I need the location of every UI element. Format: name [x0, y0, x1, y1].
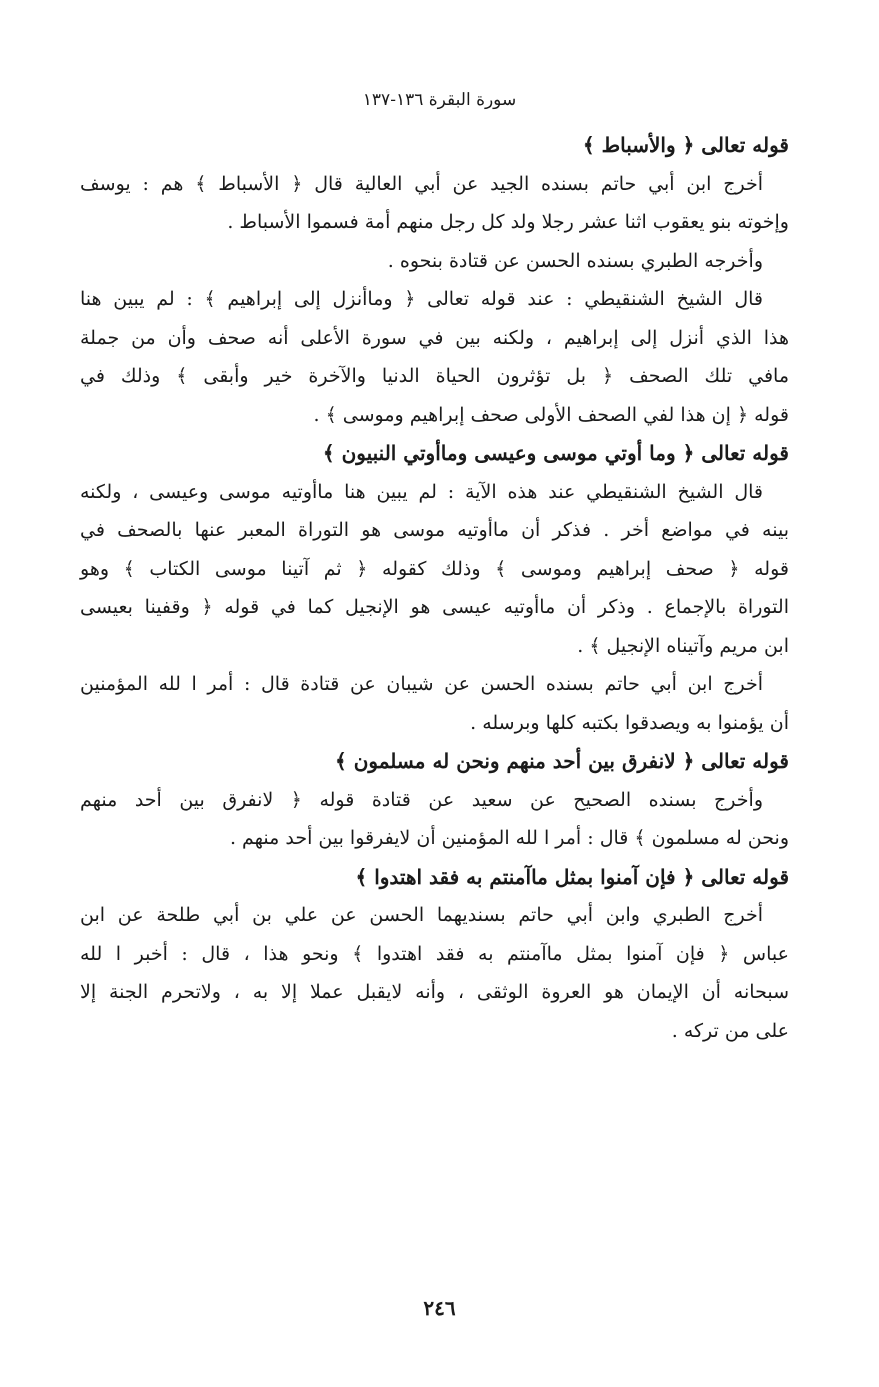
paragraph [80, 665, 789, 742]
paragraph [80, 781, 789, 858]
text-line: قوله ﴿ إن هذا لفي الصحف الأولى صحف إبراهيم وموسى ﴾ . [313, 403, 789, 426]
text-line: بينه في مواضع أخر . فذكر أن ماأوتيه موسى هو التوراة المعبر عنها بالصحف في [80, 519, 789, 541]
text-line: وأخرجه الطبري بسنده الحسن عن قتادة بنحوه . [387, 249, 763, 272]
text-line: قال الشيخ الشنقيطي عند هذه الآية : لم يبين هنا ماأوتيه موسى وعيسى ، ولكنه [80, 480, 763, 503]
text-line: سبحانه أن الإيمان هو العروة الوثقى ، وأنه لايقبل عملا إلا به ، ولاتحرم الجنة إلا [80, 981, 789, 1003]
text-line: وإخوته بنو يعقوب اثنا عشر رجلا ولد كل رجل منهم أمة فسموا الأسباط . [227, 211, 789, 233]
section-heading: قوله تعالى ﴿ وما أوتي موسى وعيسى وماأوتي النبيون ﴾ [322, 441, 789, 465]
text-line: ابن مريم وآتيناه الإنجيل ﴾ . [577, 634, 789, 657]
text-line: قوله ﴿ صحف إبراهيم وموسى ﴾ وذلك كقوله ﴿ ثم آتينا موسى الكتاب ﴾ وهو [80, 557, 789, 580]
text-line: عباس ﴿ فإن آمنوا بمثل ماآمنتم به فقد اهتدوا ﴾ ونحو هذا ، قال : أخبر ا لله [80, 942, 789, 965]
section-heading: قوله تعالى ﴿ والأسباط ﴾ [582, 133, 789, 157]
text-line: أن يؤمنوا به ويصدقوا بكتبه كلها وبرسله . [470, 711, 789, 734]
document-body [80, 126, 789, 1050]
running-header: سورة البقرة ١٣٦-١٣٧ [362, 90, 517, 110]
paragraph [80, 896, 789, 1050]
text-line: قال الشيخ الشنقيطي : عند قوله تعالى ﴿ وماأنزل إلى إبراهيم ﴾ : لم يبين هنا [80, 288, 763, 310]
text-line: هذا الذي أنزل إلى إبراهيم ، ولكنه بين في سورة الأعلى أنه صحف وأن من جملة [80, 326, 789, 349]
text-line: ونحن له مسلمون ﴾ قال : أمر ا لله المؤمنين أن لايفرقوا بين أحد منهم . [229, 827, 789, 849]
text-line: وأخرج بسنده الصحيح عن سعيد عن قتادة قوله ﴿ لانفرق بين أحد منهم [80, 788, 763, 811]
text-line: أخرج ابن أبي حاتم بسنده الجيد عن أبي العالية قال ﴿ الأسباط ﴾ هم : يوسف [80, 172, 763, 195]
paragraph [80, 165, 789, 242]
text-line: أخرج ابن أبي حاتم بسنده الحسن عن شيبان عن قتادة قال : أمر ا لله المؤمنين [80, 673, 763, 695]
section-heading: قوله تعالى ﴿ لانفرق بين أحد منهم ونحن له مسلمون ﴾ [335, 749, 789, 773]
page-number: ٢٤٦ [423, 1296, 456, 1320]
section-heading: قوله تعالى ﴿ فإن آمنوا بمثل ماآمنتم به فقد اهتدوا ﴾ [355, 864, 789, 889]
text-line: التوراة بالإجماع . وذكر أن ماأوتيه عيسى هو الإنجيل كما في قوله ﴿ وقفينا بعيسى [80, 596, 789, 618]
paragraph [80, 280, 789, 434]
text-line: أخرج الطبري وابن أبي حاتم بسنديهما الحسن عن علي بن أبي طلحة عن ابن [80, 904, 763, 926]
paragraph [80, 473, 789, 666]
text-line: مافي تلك الصحف ﴿ بل تؤثرون الحياة الدنيا والآخرة خير وأبقى ﴾ وذلك في [80, 365, 789, 387]
paragraph [80, 242, 789, 281]
text-line: على من تركه . [671, 1019, 789, 1042]
